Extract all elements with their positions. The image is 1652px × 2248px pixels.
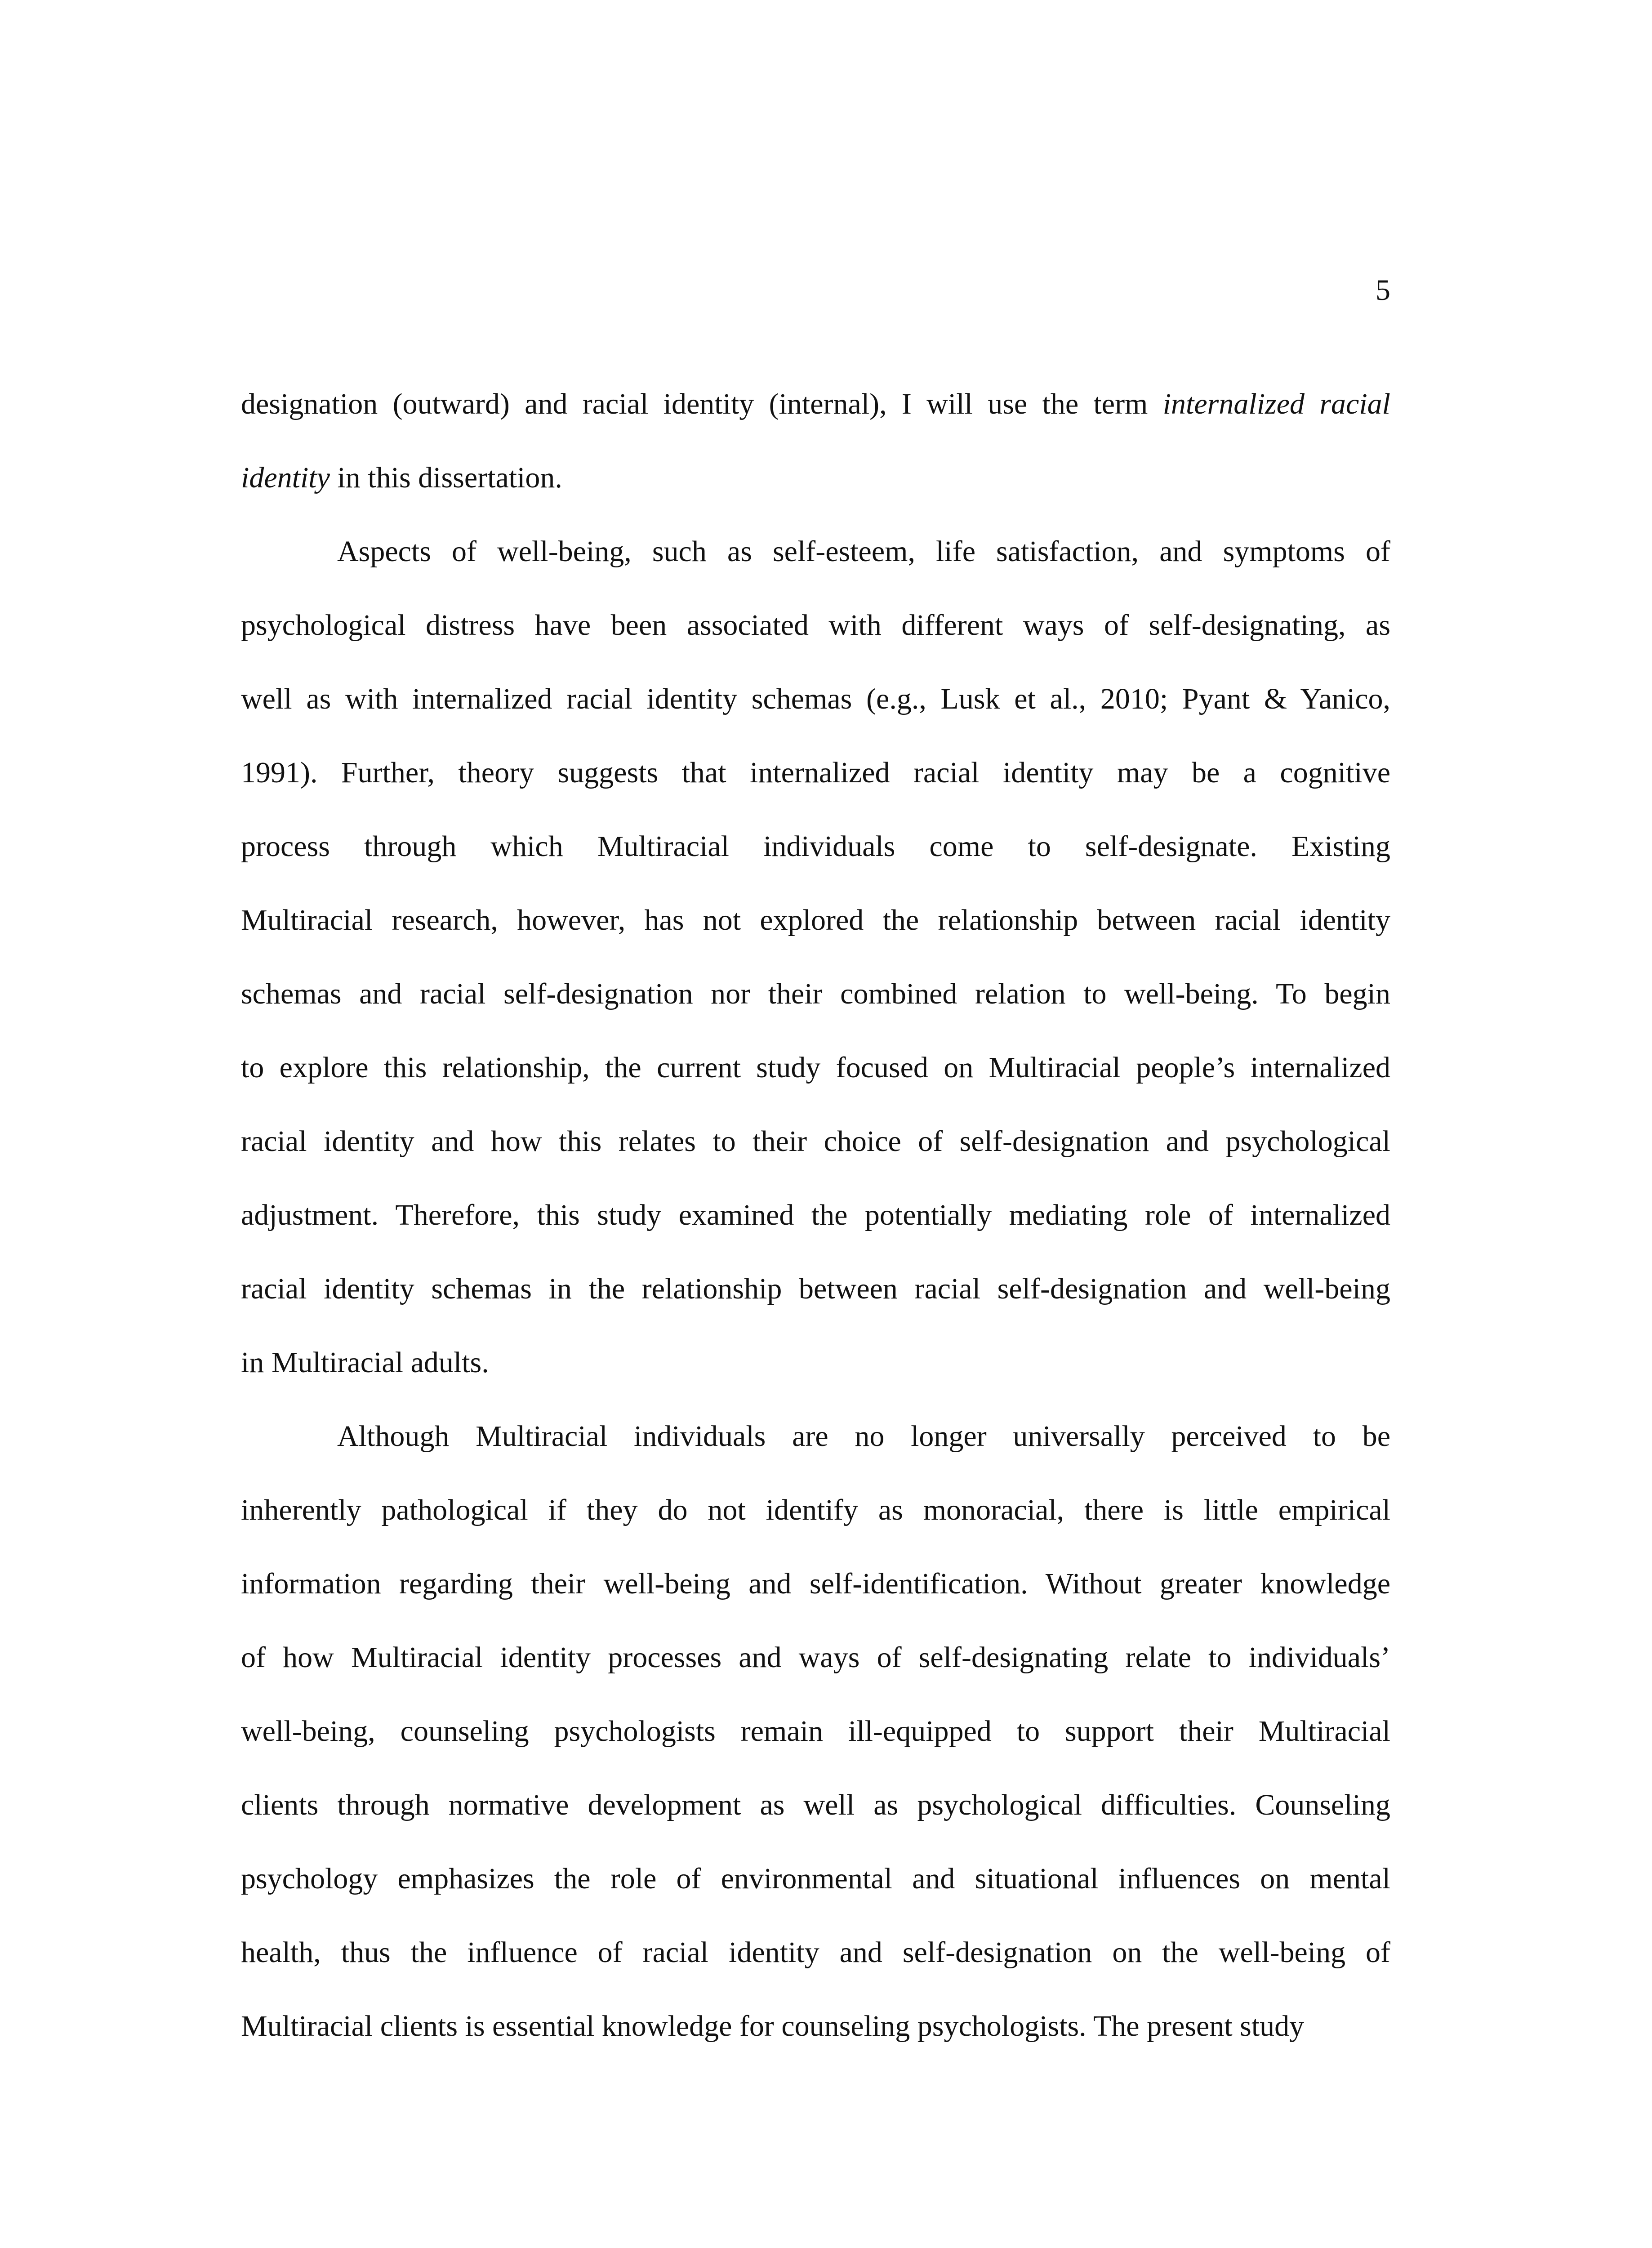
text-line: Although Multiracial individuals are no longer universally perceived to be	[337, 1420, 1390, 1453]
text-line: identity in this dissertation.	[241, 461, 562, 494]
paragraph	[241, 1400, 1390, 2063]
italic-term: internalized racial	[1162, 388, 1390, 420]
paragraph	[241, 367, 1390, 515]
text-line: racial identity schemas in the relationship between racial self-designation and well-being	[241, 1272, 1390, 1305]
page-number: 5	[1376, 274, 1390, 307]
text-line: to explore this relationship, the current study focused on Multiracial people’s internalized	[241, 1051, 1390, 1084]
text-line: inherently pathological if they do not identify as monoracial, there is little empirical	[241, 1494, 1390, 1526]
text-line: Aspects of well-being, such as self-esteem, life satisfaction, and symptoms of	[337, 535, 1390, 568]
text-line: of how Multiracial identity processes and ways of self-designating relate to individuals’	[241, 1641, 1390, 1674]
text-line: 1991). Further, theory suggests that internalized racial identity may be a cognitive	[241, 756, 1390, 789]
paragraph	[241, 515, 1390, 1400]
text-line: schemas and racial self-designation nor their combined relation to well-being. To begin	[241, 977, 1390, 1010]
text-line: well as with internalized racial identity schemas (e.g., Lusk et al., 2010; Pyant & Yanico,	[241, 682, 1390, 715]
text-line: psychological distress have been associated with different ways of self-designating, as	[241, 609, 1390, 642]
text-line: process through which Multiracial individuals come to self-designate. Existing	[241, 830, 1390, 863]
text-line: information regarding their well-being and self-identification. Without greater knowledge	[241, 1567, 1390, 1600]
text-line: well-being, counseling psychologists remain ill-equipped to support their Multiracial	[241, 1715, 1390, 1748]
text-line: Multiracial clients is essential knowledge for counseling psychologists. The present study	[241, 2010, 1305, 2043]
text-line: adjustment. Therefore, this study examined the potentially mediating role of internalized	[241, 1199, 1390, 1231]
text-line: in Multiracial adults.	[241, 1346, 489, 1379]
text-line: psychology emphasizes the role of environmental and situational influences on mental	[241, 1862, 1390, 1895]
italic-term: identity	[241, 461, 330, 494]
text-line: health, thus the influence of racial identity and self-designation on the well-being of	[241, 1936, 1390, 1969]
text-line: designation (outward) and racial identity (internal), I will use the term internalized racial	[241, 388, 1390, 420]
body-text	[241, 367, 1390, 2063]
text-line: Multiracial research, however, has not explored the relationship between racial identity	[241, 904, 1390, 937]
text-line: racial identity and how this relates to their choice of self-designation and psychological	[241, 1125, 1390, 1158]
text-line: clients through normative development as well as psychological difficulties. Counseling	[241, 1789, 1390, 1821]
